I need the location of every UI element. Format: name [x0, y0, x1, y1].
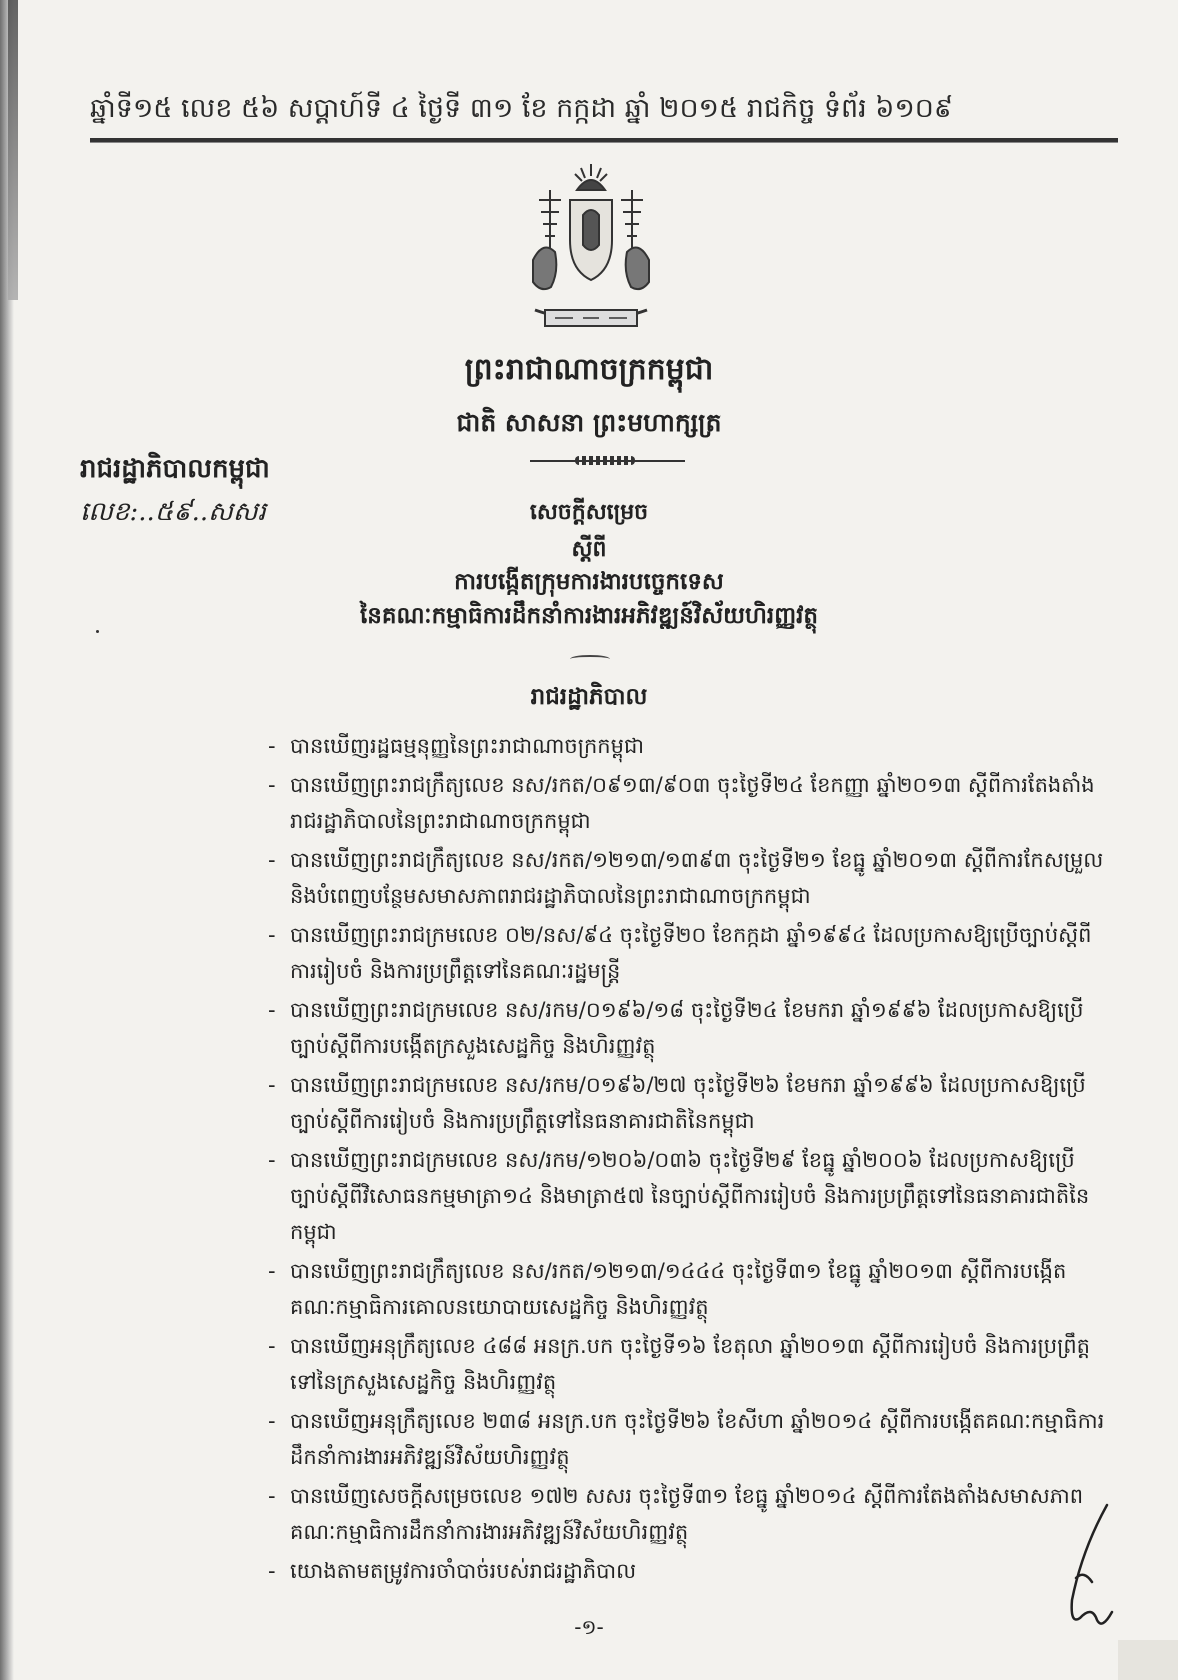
small-ornament	[570, 655, 610, 663]
issuer-name: រាជរដ្ឋាភិបាលកម្ពុជា	[80, 454, 270, 484]
decision-title-line1: ការបង្កើតក្រុមការងារបច្ចេកទេស	[454, 568, 724, 595]
government-heading: រាជរដ្ឋាភិបាល	[530, 683, 648, 710]
page-number: -១-	[574, 1615, 604, 1639]
citation-item: - បានឃើញព្រះរាជក្រឹត្យលេខ នស/រកត/០៩១៣/៩០៣ ចុះថ្ងៃទី២៤ ខែកញ្ញា ឆ្នាំ២០១៣ ស្តីពីការតែងតាំងរាជរដ្ឋាភិបាលនៃព្រះរាជាណាចក្រកម្ពុជា	[268, 767, 1106, 839]
citation-item: - បានឃើញអនុក្រឹត្យលេខ ៤៨៨ អនក្រ.បក ចុះថ្ងៃទី១៦ ខែតុលា ឆ្នាំ២០១៣ ស្តីពីការរៀបចំ និងការប្រព្រឹត្តទៅនៃក្រសួងសេដ្ឋកិច្ច និងហិរញ្ញវត្ថុ	[268, 1328, 1106, 1400]
citation-item: - បានឃើញព្រះរាជក្រឹត្យលេខ នស/រកត/១២១៣/១៤៤៤ ចុះថ្ងៃទី៣១ ខែធ្នូ ឆ្នាំ២០១៣ ស្តីពីការបង្កើតគណៈកម្មាធិការគោលនយោបាយសេដ្ឋកិច្ច និងហិរញ្ញវត្ថុ	[268, 1253, 1106, 1325]
citation-item: - បានឃើញអនុក្រឹត្យលេខ ២៣៨ អនក្រ.បក ចុះថ្ងៃទី២៦ ខែសីហា ឆ្នាំ២០១៤ ស្តីពីការបង្កើតគណៈកម្មាធិការដឹកនាំការងារអភិវឌ្ឍន៍វិស័យហិរញ្ញវត្ថុ	[268, 1403, 1106, 1475]
citation-item: - បានឃើញព្រះរាជក្រមលេខ នស/រកម/០១៩៦/១៨ ចុះថ្ងៃទី២៤ ខែមករា ឆ្នាំ១៩៩៦ ដែលប្រកាសឱ្យប្រើច្បាប់ស្តីពីការបង្កើតក្រសួងសេដ្ឋកិច្ច និងហិរញ្ញវត្ថុ	[268, 992, 1106, 1064]
kingdom-name: ព្រះរាជាណាចក្រកម្ពុជា	[464, 352, 714, 387]
citation-item: - បានឃើញព្រះរាជក្រមលេខ នស/រកម/០១៩៦/២៧ ចុះថ្ងៃទី២៦ ខែមករា ឆ្នាំ១៩៩៦ ដែលប្រកាសឱ្យប្រើច្បាប់ស្តីពីការរៀបចំ និងការប្រព្រឹត្តទៅនៃធនាគារជាតិនៃកម្ពុជា	[268, 1067, 1106, 1139]
citation-item: - បានឃើញសេចក្តីសម្រេចលេខ ១៧២ សសរ ចុះថ្ងៃទី៣១ ខែធ្នូ ឆ្នាំ២០១៤ ស្តីពីការតែងតាំងសមាសភាពគណៈកម្មាធិការដឹកនាំការងារអភិវឌ្ឍន៍វិស័យហិរញ្ញវត្ថុ	[268, 1478, 1106, 1550]
gazette-header: ឆ្នាំទី១៥ លេខ ៥៦ សប្តាហ៍ទី ៤ ថ្ងៃទី ៣១ ខែ កក្កដា ឆ្នាំ ២០១៥ រាជកិច្ច ទំព័រ ៦១០៩	[90, 93, 954, 124]
royal-coat-of-arms-icon	[525, 160, 657, 335]
ornament-knot	[575, 456, 635, 465]
header-rule	[90, 138, 1118, 143]
citation-item: - បានឃើញរដ្ឋធម្មនុញ្ញនៃព្រះរាជាណាចក្រកម្ពុជា	[268, 728, 1106, 764]
citation-item: - បានឃើញព្រះរាជក្រមលេខ នស/រកម/១២០៦/០៣៦ ចុះថ្ងៃទី២៩ ខែធ្នូ ឆ្នាំ២០០៦ ដែលប្រកាសឱ្យប្រើច្បាប់ស្តីពីវិសោធនកម្មមាត្រា១៤ និងមាត្រា៥៧ នៃច្បាប់ស្តីពីការរៀបចំ និងការប្រព្រឹត្តទៅនៃធនាគារជាតិនៃកម្ពុជា	[268, 1142, 1106, 1250]
national-motto: ជាតិ សាសនា ព្រះមហាក្សត្រ	[456, 408, 722, 437]
citation-item: - បានឃើញព្រះរាជក្រមលេខ ០២/នស/៩៤ ចុះថ្ងៃទី២០ ខែកក្កដា ឆ្នាំ១៩៩៤ ដែលប្រកាសឱ្យប្រើច្បាប់ស្តីពីការរៀបចំ និងការប្រព្រឹត្តទៅនៃគណៈរដ្ឋមន្ត្រី	[268, 917, 1106, 989]
decision-title-line2: នៃគណៈកម្មាធិការដឹកនាំការងារអភិវឌ្ឍន៍វិស័យហិរញ្ញវត្ថុ	[359, 602, 819, 629]
document-number: លេខ:..៥៩..សសរ	[80, 497, 266, 527]
citation-item: - យោងតាមតម្រូវការចាំបាច់របស់រាជរដ្ឋាភិបាល	[268, 1553, 1106, 1589]
decision-about: ស្តីពី	[571, 536, 607, 562]
citations-list	[268, 728, 1106, 1592]
citation-item: - បានឃើញព្រះរាជក្រឹត្យលេខ នស/រកត/១២១៣/១៣៩៣ ចុះថ្ងៃទី២១ ខែធ្នូ ឆ្នាំ២០១៣ ស្តីពីការកែសម្រួលនិងបំពេញបន្ថែមសមាសភាពរាជរដ្ឋាភិបាលនៃព្រះរាជាណាចក្រកម្ពុជា	[268, 842, 1106, 914]
scan-corner	[1118, 1640, 1178, 1680]
handwritten-initial-icon	[1052, 1500, 1132, 1640]
decision-type: សេចក្តីសម្រេច	[529, 499, 649, 525]
scan-binding-shadow	[8, 0, 18, 300]
